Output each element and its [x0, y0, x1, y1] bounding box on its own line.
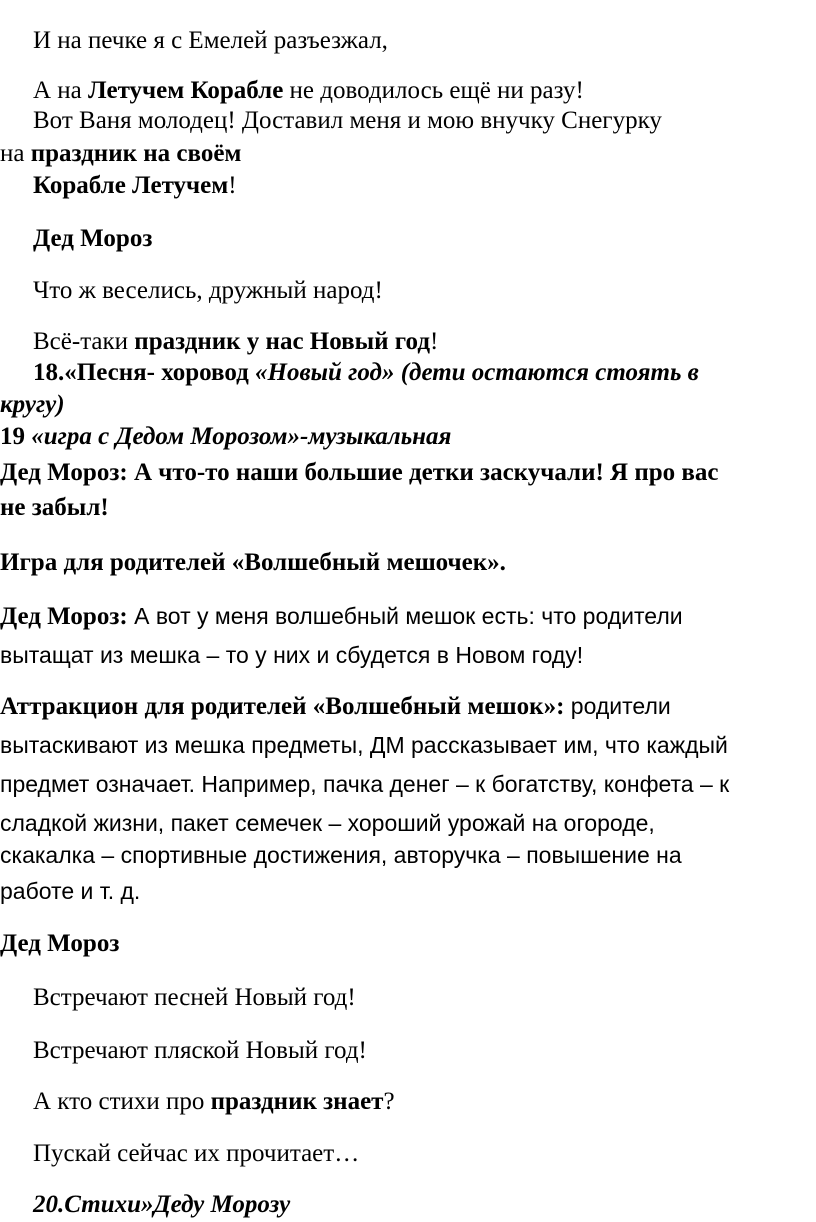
- poem-line: Корабле Летучем!: [33, 172, 237, 199]
- speaker-line: Дед Мороз: А что-то наши большие детки заскучали! Я про вас: [0, 459, 719, 486]
- poem-line: Встречают пляской Новый год!: [33, 1037, 367, 1064]
- game-title: Игра для родителей «Волшебный мешочек».: [0, 549, 506, 576]
- paragraph-line: вытаскивают из мешка предметы, ДМ рассказывает им, что каждый: [0, 732, 728, 758]
- poem-line: Что ж веселись, дружный народ!: [33, 277, 383, 304]
- speaker-heading: Дед Мороз: [0, 930, 120, 957]
- poem-line: Всё-таки праздник у нас Новый год!: [33, 328, 439, 355]
- poem-line: Пускай сейчас их прочитает…: [33, 1140, 360, 1167]
- song-heading-continued: кругу): [0, 391, 65, 418]
- paragraph-line: предмет означает. Например, пачка денег – к богатству, конфета – к: [0, 771, 730, 797]
- paragraph-line: вытащат из мешка – то у них и сбудется в Новом году!: [0, 642, 584, 668]
- speaker-line: Дед Мороз: А вот у меня волшебный мешок есть: что родители: [0, 603, 683, 630]
- poem-line: Встречают песней Новый год!: [33, 984, 356, 1011]
- paragraph-line: работе и т. д.: [0, 878, 141, 904]
- poem-line: на праздник на своём: [0, 140, 242, 167]
- attraction-heading: Аттракцион для родителей «Волшебный мешок»: родители: [0, 693, 671, 720]
- poem-line: И на печке я с Емелей разъезжал,: [33, 27, 388, 54]
- poem-line: Вот Ваня молодец! Доставил меня и мою внучку Снегурку: [33, 107, 662, 134]
- game-heading: 19 «игра с Дедом Морозом»-музыкальная: [0, 423, 452, 450]
- paragraph-line: скакалка – спортивные достижения, авторучка – повышение на: [0, 842, 682, 868]
- speaker-heading: Дед Мороз: [33, 225, 153, 252]
- paragraph-line: сладкой жизни, пакет семечек – хороший урожай на огороде,: [0, 810, 655, 836]
- poem-line: А кто стихи про праздник знает?: [33, 1088, 395, 1115]
- poems-heading: 20.Стихи»Деду Морозу: [33, 1191, 291, 1218]
- song-heading: 18.«Песня- хоровод «Новый год» (дети остаются стоять в: [33, 359, 699, 386]
- speaker-line: не забыл!: [0, 494, 109, 521]
- poem-line: А на Летучем Корабле не доводилось ещё ни разу!: [33, 77, 584, 104]
